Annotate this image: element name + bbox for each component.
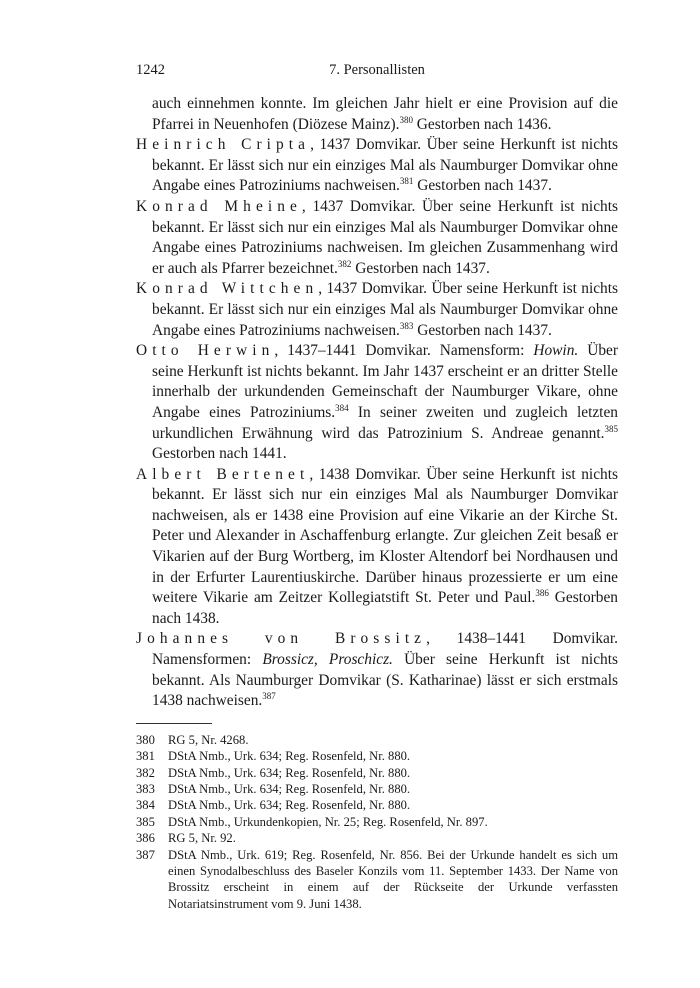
entry-johannes-von-brossitz: Johannes von Brossitz, 1438–1441 Domvikar. Namensformen: Brossicz, Proschicz. Über seine Herkunft ist nichts bekannt. Als Naumburger Domvikar (S. Katharinae) lässt er sich erstmals 1438 nachweisen.$^{387}$ — [136, 630, 619, 710]
name-form: Howin. — [533, 342, 579, 360]
entry-continuation: auch einnehmen konnte. Im gleichen Jahr hielt er eine Provision auf die Pfarrei in Neuenhofen (Diözese Mainz).$^{380}$ Gestorben nach 1436. — [152, 95, 618, 133]
entry-konrad-wittchen: Konrad Wittchen, 1437 Domvikar. Über seine Herkunft ist nichts bekannt. Er lässt sich nur ein einziges Mal als Naumburger Domvikar ohne Angabe eines Patroziniums nachweisen.$^{383}$ Gestorben nach 1437. — [136, 280, 619, 339]
person-name: Albert Bertenet — [136, 465, 310, 483]
footnote-number: 382 — [136, 765, 155, 780]
footnote-ref[interactable]: 385 — [604, 423, 618, 434]
footnote — [136, 765, 618, 781]
footnote-ref[interactable]: 380 — [399, 114, 413, 125]
footnote-ref[interactable]: 384 — [335, 402, 349, 413]
footnote-text: DStA Nmb., Urk. 634; Reg. Rosenfeld, Nr. 880. — [168, 749, 411, 764]
footnote — [136, 830, 618, 846]
footnote-text: DStA Nmb., Urk. 634; Reg. Rosenfeld, Nr. 880. — [168, 798, 411, 813]
footnote-number: 380 — [136, 732, 155, 747]
entry-konrad-mheine: Konrad Mheine, 1437 Domvikar. Über seine Herkunft ist nichts bekannt. Er lässt sich nur ein einziges Mal als Naumburger Domvikar ohne Angabe eines Patroziniums nachweisen. Im gleichen Zusammenhang wird er auch als Pfarrer bezeichnet.$^{382}$ Gestorben nach 1437. — [136, 197, 618, 277]
person-name: Konrad Mheine — [136, 197, 302, 215]
footnote-number: 384 — [136, 798, 155, 813]
footnote-text: RG 5, Nr. 4268. — [168, 732, 249, 747]
footnote — [136, 797, 618, 813]
footnotes — [136, 732, 618, 912]
footnote — [136, 781, 618, 797]
person-name: Konrad Wittchen — [136, 280, 319, 298]
footnote — [136, 732, 618, 748]
name-form: Brossicz, Proschicz. — [262, 651, 393, 669]
footnote-ref[interactable]: 386 — [535, 588, 549, 599]
footnote-ref[interactable]: 383 — [399, 320, 414, 331]
entry-heinrich-cripta: Heinrich Cripta, 1437 Domvikar. Über seine Herkunft ist nichts bekannt. Er lässt sich nur ein einziges Mal als Naumburger Domvikar ohne Angabe eines Patroziniums nachweisen.$^{381}$ Gestorben nach 1437. — [136, 136, 618, 195]
footnote-text: RG 5, Nr. 92. — [168, 831, 236, 846]
book-page — [136, 62, 618, 912]
footnote-number: 385 — [136, 814, 155, 829]
footnote-number: 387 — [136, 847, 155, 862]
footnote-ref[interactable]: 381 — [399, 176, 414, 187]
footnote-divider — [136, 723, 212, 724]
footnote — [136, 847, 618, 913]
person-name: Otto Herwin — [136, 342, 275, 360]
person-name: Heinrich Cripta — [136, 136, 311, 154]
page-number: 1242 — [136, 62, 165, 78]
main-text — [136, 94, 618, 712]
running-title: 7. Personallisten — [329, 62, 425, 78]
person-name: Johannes von Brossitz — [136, 630, 427, 648]
footnote-text: DStA Nmb., Urk. 634; Reg. Rosenfeld, Nr. 880. — [168, 782, 411, 797]
page-header — [136, 62, 618, 84]
footnote-ref[interactable]: 387 — [262, 691, 276, 702]
footnote-number: 386 — [136, 831, 155, 846]
footnote-number: 381 — [136, 749, 155, 764]
footnote-text: DStA Nmb., Urk. 634; Reg. Rosenfeld, Nr. 880. — [168, 765, 411, 780]
entry-otto-herwin: Otto Herwin, 1437–1441 Domvikar. Namensform: Howin. Über seine Herkunft ist nichts bekannt. Im Jahr 1437 erscheint er an dritter Stelle innerhalb der urkundenden Gemeinschaft der Naumburger Vikare, ohne Angabe eines Patroziniums.$^{384}$ In seiner zweiten und zugleich letzten urkundlichen Erwähnung wird das Patrozinium S. Andreae genannt.$^{385}$ Gestorben nach 1441. — [136, 342, 618, 463]
footnote — [136, 748, 618, 764]
entry-albert-bertenet: Albert Bertenet, 1438 Domvikar. Über seine Herkunft ist nichts bekannt. Er lässt sich nur ein einziges Mal als Naumburger Domvikar nachweisen, als er 1438 eine Provision auf eine Vikarie an der Kirche St. Peter und Alexander in Aschaffenburg erlangte. Zur gleichen Zeit besaß er Vikarien auf der Burg Wortberg, im Kloster Altendorf bei Nordhausen und in der Erfurter Laurentiuskirche. Darüber hinaus prozessierte er um eine weitere Vikarie am Zeitzer Kollegiatstift St. Peter und Paul.$^{386}$ Gestorben nach 1438. — [136, 465, 618, 627]
footnote-number: 383 — [136, 782, 155, 797]
footnote-text: DStA Nmb., Urkundenkopien, Nr. 25; Reg. Rosenfeld, Nr. 897. — [168, 814, 488, 829]
footnote-text: DStA Nmb., Urk. 619; Reg. Rosenfeld, Nr. 856. Bei der Urkunde handelt es sich um einen Synodalbeschluss des Baseler Konzils vom 11. September 1433. Der Name von Brossitz erscheint in einem auf der Rückseite der Urkunde verfassten Notariatsinstrument vom 9. Juni 1438. — [168, 847, 618, 911]
footnote-ref[interactable]: 382 — [337, 258, 352, 269]
footnote — [136, 814, 618, 830]
